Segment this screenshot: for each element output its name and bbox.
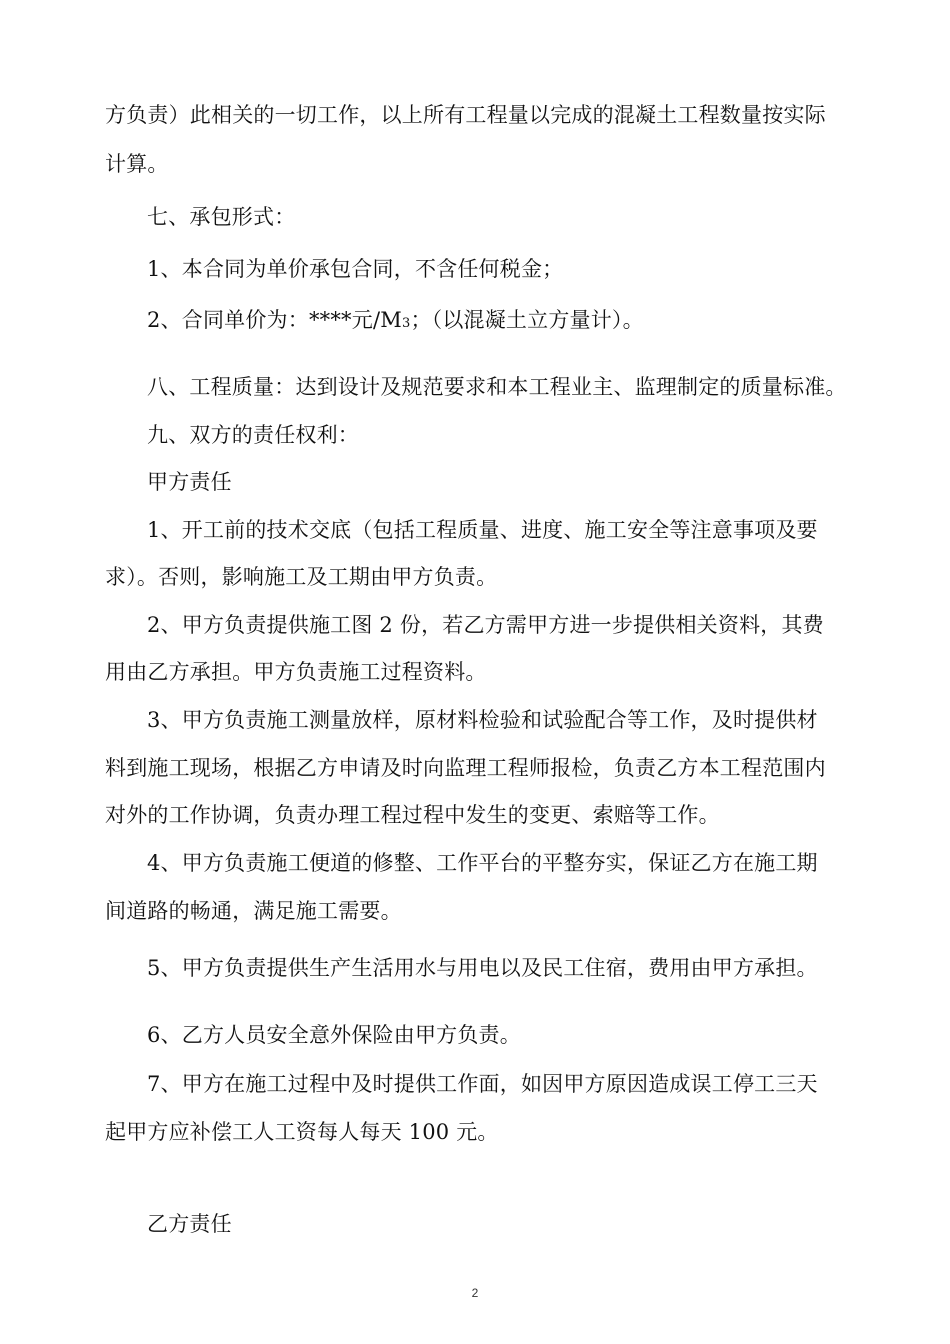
paragraph-line: 计算。 [105, 152, 169, 176]
section-heading: 八、工程质量：达到设计及规范要求和本工程业主、监理制定的质量标准。 [147, 375, 847, 399]
paragraph-line: 料到施工现场，根据乙方申请及时向监理工程师报检，负责乙方本工程范围内 [105, 756, 826, 780]
paragraph-line: 用由乙方承担。甲方负责施工过程资料。 [105, 660, 487, 684]
paragraph-line-unit-price [147, 306, 644, 338]
paragraph-line: 1、开工前的技术交底（包括工程质量、进度、施工安全等注意事项及要 [147, 518, 818, 542]
unit-cubic-marker: 3 [401, 316, 411, 331]
paragraph-line: 求）。否则，影响施工及工期由甲方负责。 [105, 565, 498, 589]
unit-price-text: 2、合同单价为：****元/M [147, 308, 402, 332]
subsection-heading: 甲方责任 [147, 470, 232, 494]
paragraph-line: 对外的工作协调，负责办理工程过程中发生的变更、索赔等工作。 [105, 803, 720, 827]
section-heading: 九、双方的责任权利： [147, 423, 359, 447]
paragraph-line: 间道路的畅通，满足施工需要。 [105, 899, 402, 923]
section-heading: 七、承包形式： [147, 205, 296, 229]
paragraph-line: 1、本合同为单价承包合同，不含任何税金； [147, 257, 564, 281]
paragraph-line: 起甲方应补偿工人工资每人每天 100 元。 [105, 1120, 499, 1144]
paragraph-line: 6、乙方人员安全意外保险由甲方负责。 [147, 1023, 521, 1047]
unit-price-note: ；（以混凝土立方量计）。 [410, 308, 644, 332]
paragraph-line: 5、甲方负责提供生产生活用水与用电以及民工住宿，费用由甲方承担。 [147, 956, 818, 980]
page-number: 2 [471, 1286, 479, 1300]
subsection-heading: 乙方责任 [147, 1212, 232, 1236]
paragraph-line: 3、甲方负责施工测量放样，原材料检验和试验配合等工作，及时提供材 [147, 708, 818, 732]
paragraph-line: 7、甲方在施工过程中及时提供工作面，如因甲方原因造成误工停工三天 [147, 1072, 818, 1096]
paragraph-line: 方负责）此相关的一切工作，以上所有工程量以完成的混凝土工程数量按实际 [105, 103, 826, 127]
paragraph-line: 4、甲方负责施工便道的修整、工作平台的平整夯实，保证乙方在施工期 [147, 851, 818, 875]
paragraph-line: 2、甲方负责提供施工图 2 份，若乙方需甲方进一步提供相关资料，其费 [147, 613, 824, 637]
